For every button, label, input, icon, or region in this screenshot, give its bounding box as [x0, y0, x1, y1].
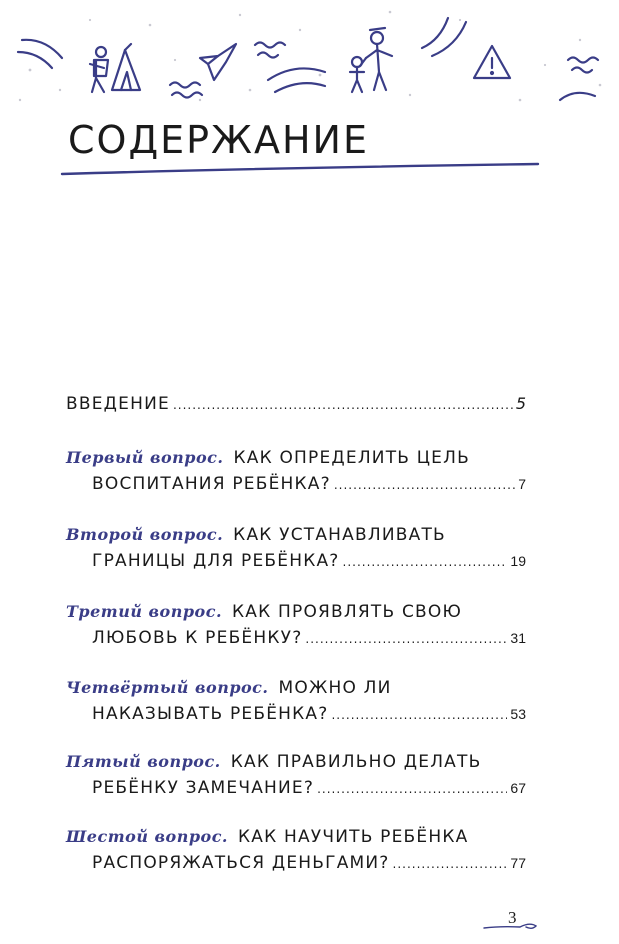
toc-entry-title: КАК ПРОЯВЛЯТЬ СВОЮ: [232, 602, 463, 622]
toc-entry-title: ГРАНИЦЫ ДЛЯ РЕБЁНКА?: [92, 551, 340, 571]
curved-lines-icon: [18, 40, 62, 68]
toc-line: [66, 628, 526, 654]
toc-line: [66, 551, 526, 577]
toc-line: [66, 704, 526, 730]
dot-leader: [173, 398, 513, 412]
toc-entry-title: ЛЮБОВЬ К РЕБЁНКУ?: [92, 628, 303, 648]
dot-leader: [393, 857, 508, 871]
toc-line: [66, 827, 526, 853]
toc-line: [66, 394, 526, 420]
page-number: 3: [508, 908, 517, 927]
toc-line: [66, 778, 526, 804]
toc-line: [66, 678, 526, 704]
toc-page-number: 31: [510, 630, 526, 646]
toc-page-number: 7: [518, 476, 526, 492]
toc-entry-title: РЕБЁНКУ ЗАМЕЧАНИЕ?: [92, 778, 315, 798]
question-label: Первый вопрос.: [66, 448, 224, 467]
toc-line: [66, 853, 526, 879]
toc-page-number: 5: [515, 394, 526, 413]
dot-leader: [334, 478, 515, 492]
dot-leader: [331, 708, 507, 722]
paper-crane-icon: [200, 44, 236, 80]
dot-leader: [317, 782, 507, 796]
toc-entry-title: НАКАЗЫВАТЬ РЕБЁНКА?: [92, 704, 329, 724]
toc-entry-question-5[interactable]: [66, 752, 526, 804]
toc-entry-title: ВОСПИТАНИЯ РЕБЁНКА?: [92, 474, 331, 494]
toc-line: [66, 525, 526, 551]
question-label: Второй вопрос.: [66, 525, 224, 544]
question-label: Третий вопрос.: [66, 602, 223, 621]
toc-entry-title: РАСПОРЯЖАТЬСЯ ДЕНЬГАМИ?: [92, 853, 390, 873]
toc-entry-question-1[interactable]: [66, 448, 526, 500]
toc-line: [66, 602, 526, 628]
toc-entry-title: КАК УСТАНАВЛИВАТЬ: [233, 525, 446, 545]
toc-entry-question-2[interactable]: [66, 525, 526, 577]
toc-entry-title: КАК НАУЧИТЬ РЕБЁНКА: [238, 827, 469, 847]
page-title: СОДЕРЖАНИЕ: [68, 118, 369, 162]
toc-entry-question-4[interactable]: [66, 678, 526, 730]
toc-line: [66, 448, 526, 474]
question-label: Пятый вопрос.: [66, 752, 221, 771]
header-illustration: [0, 0, 619, 110]
toc-page-number: 19: [510, 553, 526, 569]
curved-lines-icon: [422, 18, 466, 56]
dot-leader: [305, 632, 507, 646]
toc-page-number: 77: [510, 855, 526, 871]
toc-page-number: 53: [510, 706, 526, 722]
toc-entry-question-6[interactable]: [66, 827, 526, 879]
toc-entry-title: КАК ПРАВИЛЬНО ДЕЛАТЬ: [230, 752, 482, 772]
toc-line: [66, 474, 526, 500]
dot-leader: [343, 555, 508, 569]
wave-lines-icon: [170, 43, 598, 101]
parent-and-child-icon: [350, 28, 392, 92]
toc-page-number: 67: [510, 780, 526, 796]
warning-triangle-icon: [474, 46, 510, 78]
toc-entry-introduction[interactable]: [66, 394, 526, 420]
toc-entry-title: КАК ОПРЕДЕЛИТЬ ЦЕЛЬ: [233, 448, 470, 468]
page-number-flourish-icon: [480, 918, 550, 932]
toc-entry-question-3[interactable]: [66, 602, 526, 654]
question-label: Четвёртый вопрос.: [66, 678, 269, 697]
toc-entry-title: ВВЕДЕНИЕ: [66, 394, 170, 414]
camper-and-tent-icon: [90, 44, 140, 92]
title-underline: [60, 162, 540, 182]
question-label: Шестой вопрос.: [66, 827, 228, 846]
toc-entry-title: МОЖНО ЛИ: [278, 678, 392, 698]
toc-line: [66, 752, 526, 778]
